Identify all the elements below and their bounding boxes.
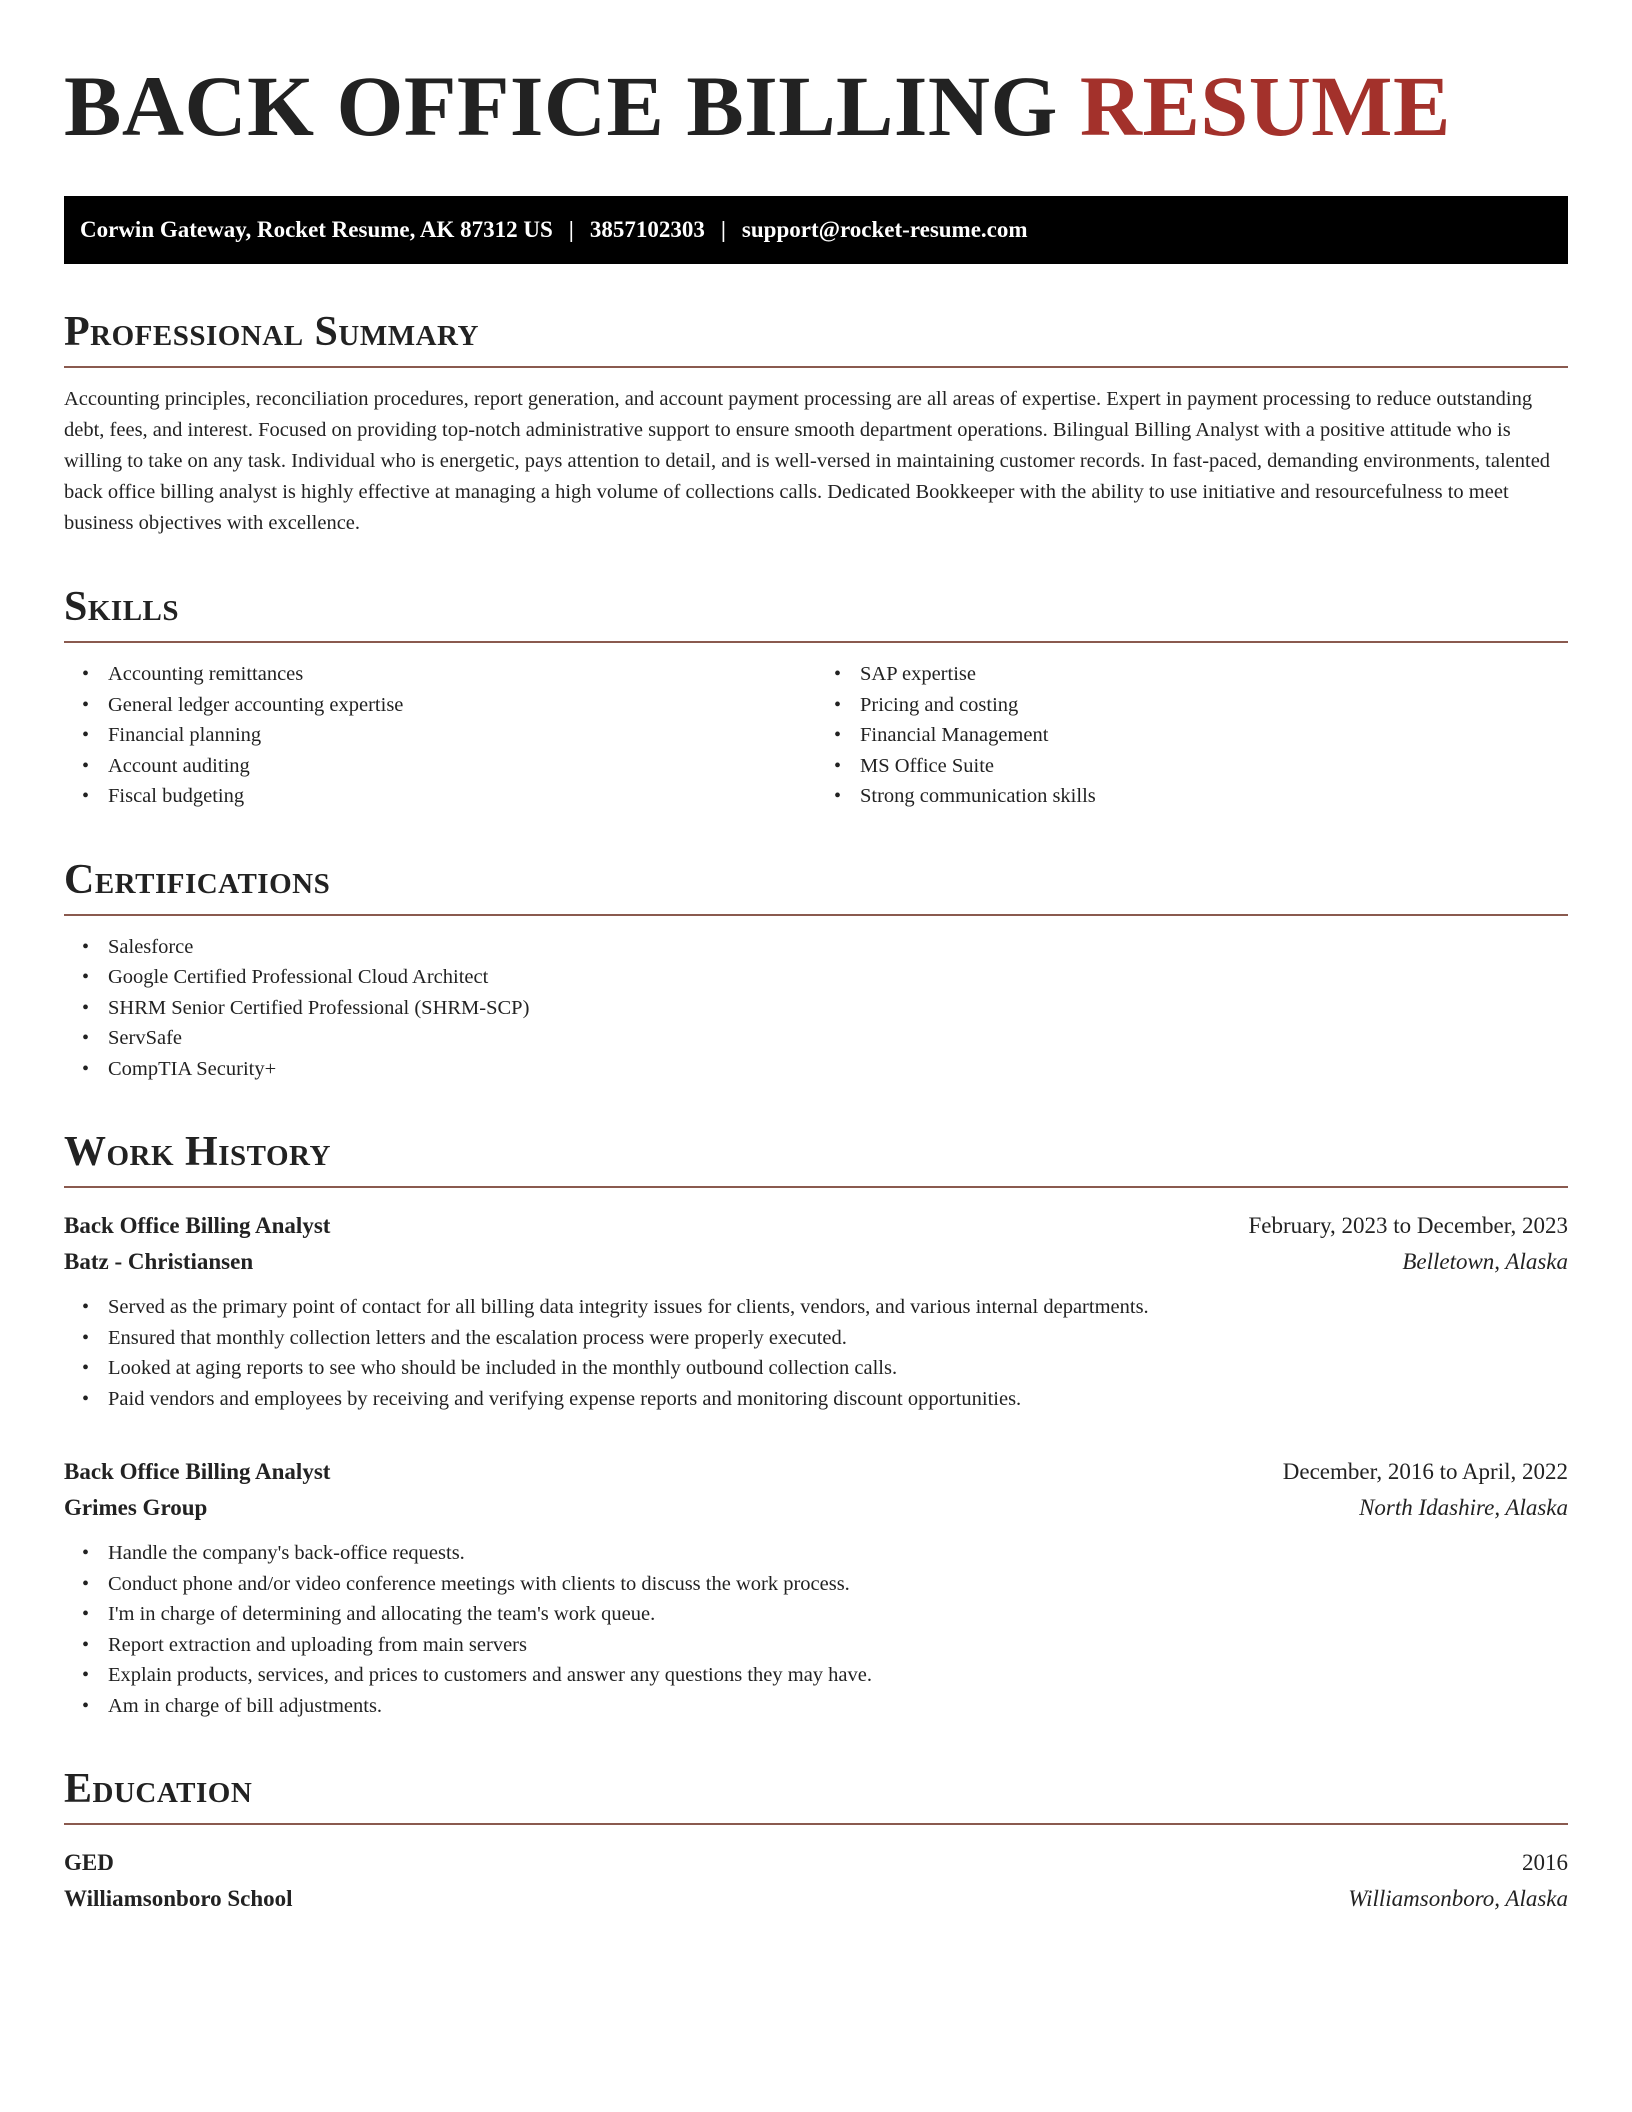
education-school: Williamsonboro School [64,1886,293,1911]
job-dates: December, 2016 to April, 2022 [1282,1459,1568,1484]
education-section [64,1765,1568,1917]
skill-item: • Financial Management [860,720,1568,751]
section-divider [64,914,1568,916]
certification-item: • CompTIA Security+ [108,1054,1568,1085]
education-entry [64,1845,1568,1917]
job-title: Back Office Billing Analyst [64,1459,331,1484]
contact-separator: | [568,217,574,242]
job-entry [64,1454,1568,1721]
skills-grid [64,643,1568,812]
job-duties-list [64,1292,1568,1414]
job-duty-item: • Looked at aging reports to see who should be included in the monthly outbound collection calls. [108,1353,1568,1384]
job-location: Belletown, Alaska [1402,1249,1568,1274]
job-duties-list [64,1538,1568,1721]
education-location: Williamsonboro, Alaska [1348,1886,1568,1911]
summary-section [64,308,1568,539]
section-heading-summary: Professional Summary [64,309,479,355]
job-header-row [64,1454,1568,1490]
certification-item: • Salesforce [108,932,1568,963]
skill-item: • Fiscal budgeting [108,781,816,812]
certifications-list [64,932,1568,1085]
job-duty-item: • Report extraction and uploading from main servers [108,1630,1568,1661]
section-divider [64,1823,1568,1825]
skill-item: • Pricing and costing [860,690,1568,721]
contact-phone: 3857102303 [589,217,705,242]
contact-bar [64,196,1568,264]
job-entry [64,1208,1568,1414]
section-heading-education: Education [64,1766,253,1812]
job-duty-item: • I'm in charge of determining and allocating the team's work queue. [108,1599,1568,1630]
skills-section [64,583,1568,812]
title-main: BACK OFFICE BILLING [64,58,1058,154]
job-duty-item: • Ensured that monthly collection letters and the escalation process were properly executed. [108,1323,1568,1354]
contact-separator: | [720,217,726,242]
certifications-section [64,856,1568,1085]
education-degree: GED [64,1850,114,1875]
skills-list-right [816,659,1568,812]
education-school-row [64,1881,1568,1917]
certification-item: • SHRM Senior Certified Professional (SHRM-SCP) [108,993,1568,1024]
summary-text: Accounting principles, reconciliation procedures, report generation, and account payment processing are all areas of expertise. Expert in payment processing to reduce outstanding debt, fees, and interest. Focused on providing top-notch administrative support to ensure smooth department operations. Bilingual Billing Analyst with a positive attitude who is willing to take on any task. Individual who is energetic, pays attention to detail, and is well-versed in maintaining customer records. In fast-paced, demanding environments, talented back office billing analyst is highly effective at managing a high volume of collections calls. Dedicated Bookkeeper with the ability to use initiative and resourcefulness to meet business objectives with excellence. [64,388,1551,534]
skill-item: • Financial planning [108,720,816,751]
job-duty-item: • Handle the company's back-office requests. [108,1538,1568,1569]
certification-item: • Google Certified Professional Cloud Architect [108,962,1568,993]
section-heading-skills: Skills [64,584,180,630]
skill-item: • MS Office Suite [860,751,1568,782]
job-company-row [64,1490,1568,1526]
job-company-row [64,1244,1568,1280]
contact-address: Corwin Gateway, Rocket Resume, AK 87312 US [80,217,553,242]
contact-email: support@rocket-resume.com [741,217,1028,242]
skills-list-left [64,659,816,812]
skill-item: • Accounting remittances [108,659,816,690]
resume-title [64,56,1568,156]
job-duty-item: • Conduct phone and/or video conference meetings with clients to discuss the work process. [108,1569,1568,1600]
education-header-row [64,1845,1568,1881]
skill-item: • SAP expertise [860,659,1568,690]
section-divider [64,366,1568,368]
job-header-row [64,1208,1568,1244]
skill-item: • General ledger accounting expertise [108,690,816,721]
section-divider [64,1186,1568,1188]
education-year: 2016 [1522,1850,1568,1875]
work-history-section [64,1128,1568,1721]
job-dates: February, 2023 to December, 2023 [1248,1213,1568,1238]
section-heading-work-history: Work History [64,1129,331,1175]
title-accent: RESUME [1079,58,1451,154]
job-company: Batz - Christiansen [64,1249,254,1274]
certification-item: • ServSafe [108,1023,1568,1054]
skill-item: • Strong communication skills [860,781,1568,812]
skill-item: • Account auditing [108,751,816,782]
section-heading-certifications: Certifications [64,856,331,903]
job-duty-item: • Am in charge of bill adjustments. [108,1691,1568,1722]
job-duty-item: • Explain products, services, and prices to customers and answer any questions they may have. [108,1660,1568,1691]
job-title: Back Office Billing Analyst [64,1213,331,1238]
job-duty-item: • Served as the primary point of contact for all billing data integrity issues for clients, vendors, and various internal departments. [108,1292,1568,1323]
job-location: North Idashire, Alaska [1359,1495,1568,1520]
job-company: Grimes Group [64,1495,208,1520]
job-duty-item: • Paid vendors and employees by receiving and verifying expense reports and monitoring discount opportunities. [108,1384,1568,1415]
